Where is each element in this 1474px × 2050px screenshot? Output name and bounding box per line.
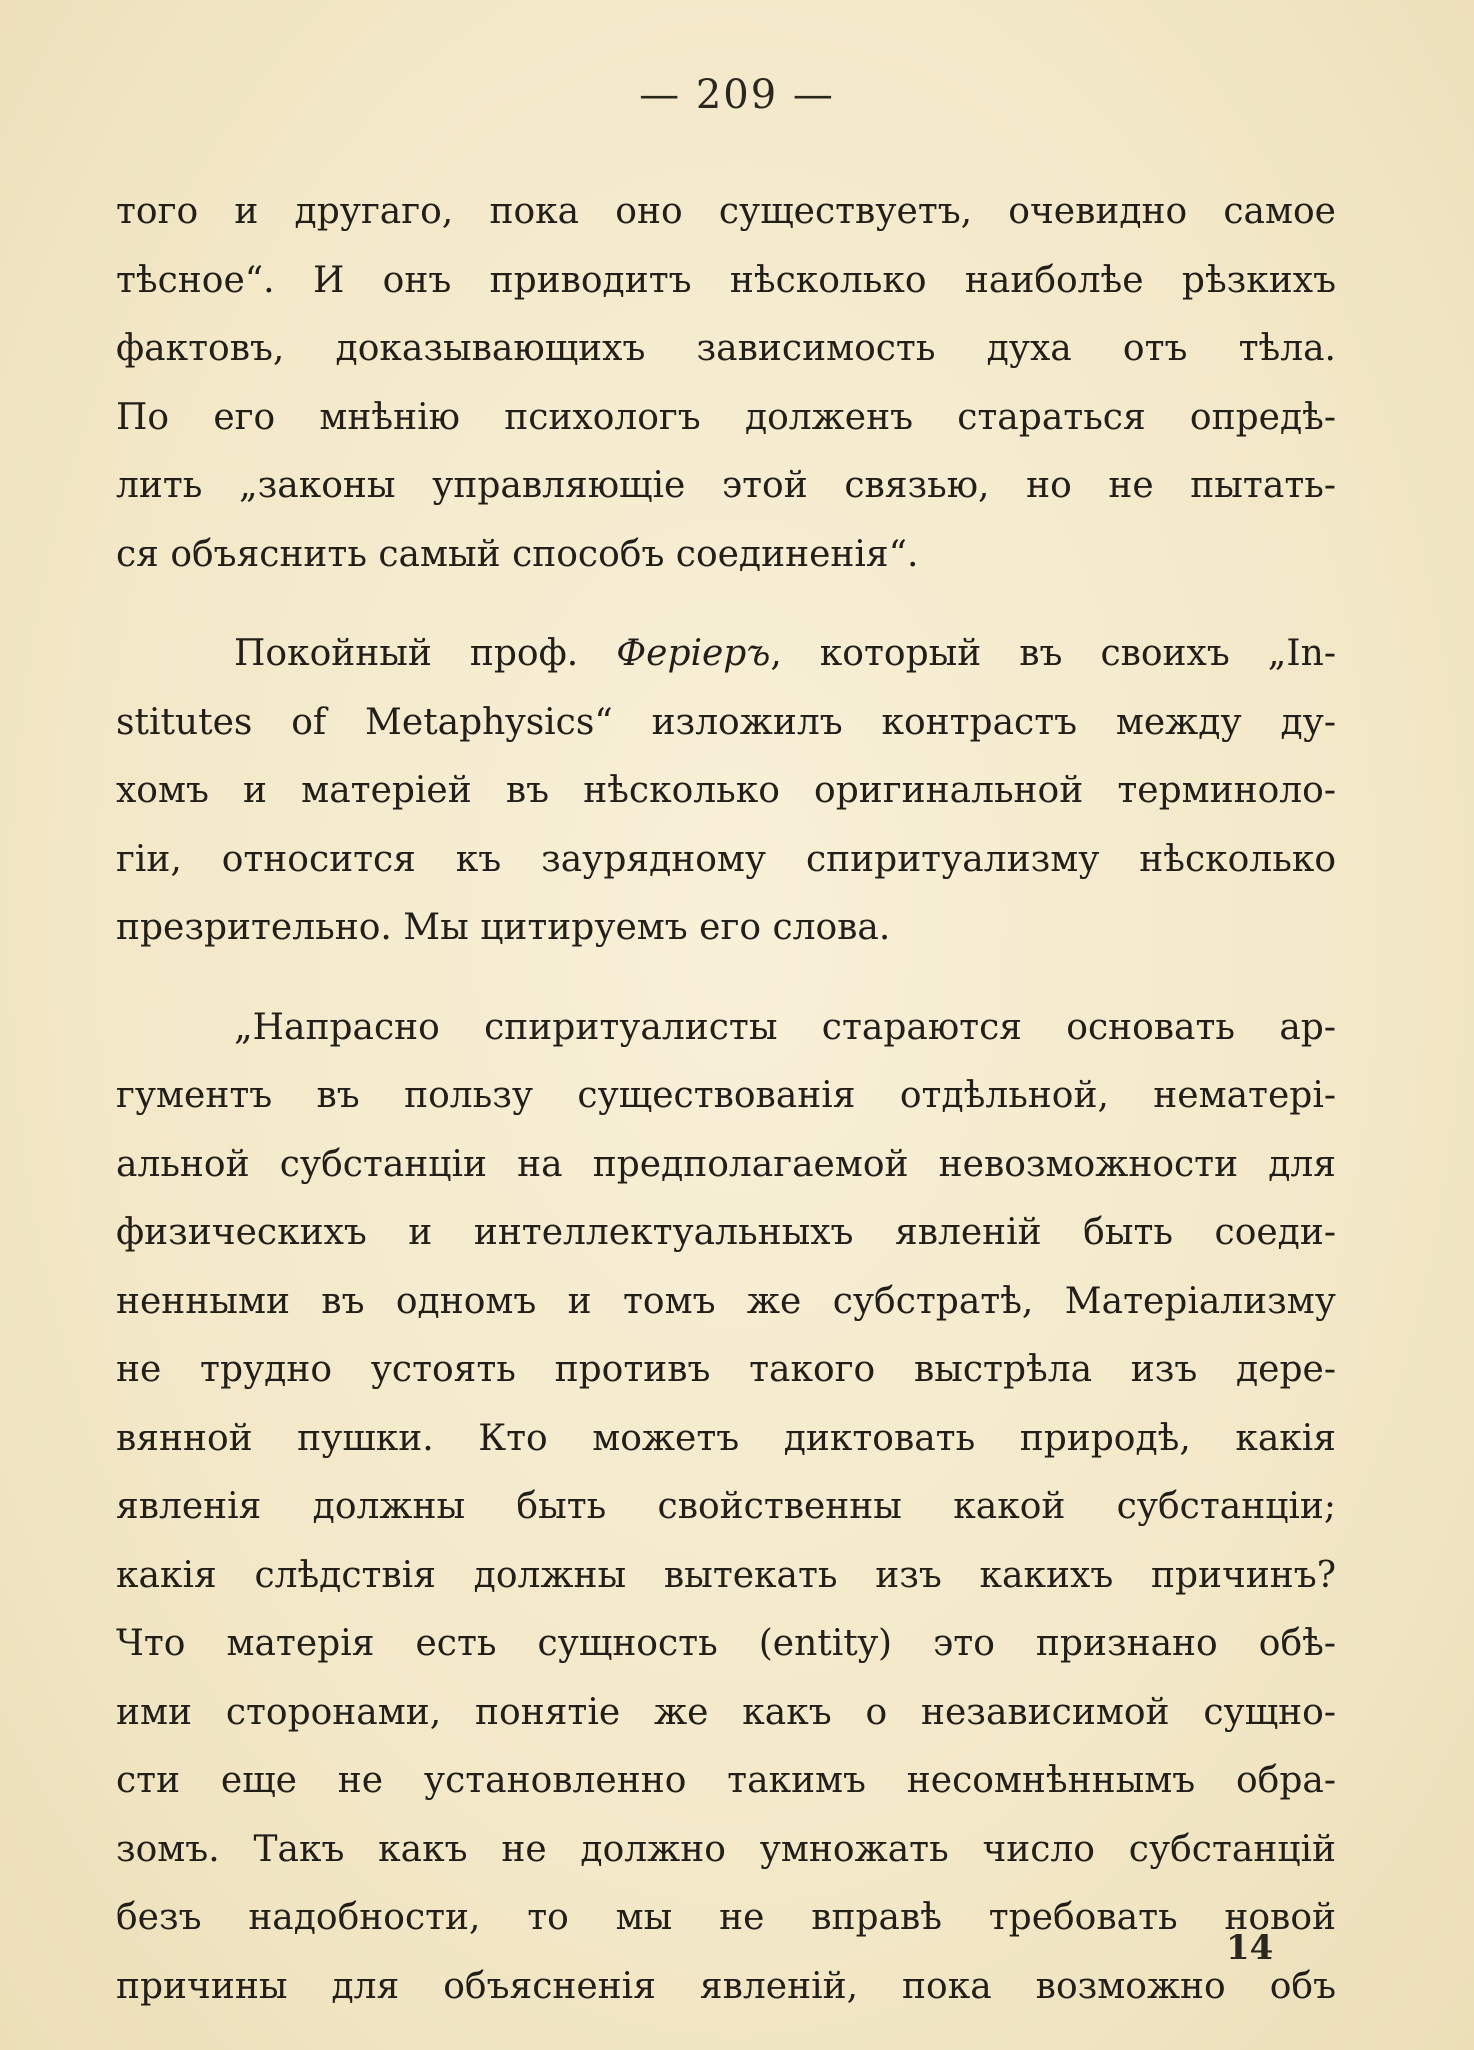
text-line: ненными въ одномъ и томъ же субстратѣ, Матеріализму bbox=[116, 1280, 1336, 1322]
text-segment: Покойный проф. bbox=[234, 633, 617, 674]
page-number: — 209 — bbox=[639, 72, 835, 118]
text-line: какія слѣдствія должны вытекать изъ какихъ причинъ? bbox=[116, 1554, 1336, 1596]
italic-name: Феріеръ bbox=[616, 633, 771, 674]
text-line: физическихъ и интеллектуальныхъ явленій быть соеди- bbox=[116, 1212, 1336, 1253]
text-segment: , который въ своихъ „In- bbox=[770, 633, 1336, 674]
text-line: презрительно. Мы цитируемъ его слова. bbox=[116, 907, 891, 948]
text-line: альной субстанціи на предполагаемой невозможности для bbox=[116, 1143, 1336, 1185]
text-line: хомъ и матеріей въ нѣсколько оригинальной терминоло- bbox=[116, 770, 1336, 811]
text-line: явленія должны быть свойственны какой субстанціи; bbox=[116, 1486, 1336, 1527]
text-line: безъ надобности, то мы не вправѣ требовать новой bbox=[116, 1897, 1336, 1938]
paragraph-3 bbox=[116, 994, 1336, 2022]
text-line: того и другаго, пока оно существуетъ, очевидно самое bbox=[116, 191, 1336, 232]
paragraph-2 bbox=[116, 620, 1336, 963]
signature-mark: 14 bbox=[1226, 1928, 1274, 1968]
text-line: ими сторонами, понятіе же какъ о независимой сущно- bbox=[116, 1691, 1336, 1733]
text-line: Что матерія есть сущность (entity) это признано обѣ- bbox=[116, 1623, 1336, 1664]
text-line: stitutes of Metaphysics“ изложилъ контрастъ между ду- bbox=[116, 701, 1336, 743]
text-line: лить „законы управляющіе этой связью, но не пытать- bbox=[116, 465, 1336, 506]
text-line: „Напрасно спиритуалисты стараются основать ар- bbox=[234, 1006, 1336, 1048]
text-line: тѣсное“. И онъ приводитъ нѣсколько наиболѣе рѣзкихъ bbox=[116, 259, 1336, 301]
text-line: причины для объясненія явленій, пока возможно объ bbox=[116, 1965, 1336, 2007]
body-text bbox=[116, 178, 1336, 2021]
text-line: сти еще не установленно такимъ несомнѣннымъ обра- bbox=[116, 1760, 1336, 1801]
text-line: зомъ. Такъ какъ не должно умножать число субстанцій bbox=[116, 1828, 1336, 1870]
text-line: По его мнѣнію психологъ долженъ стараться опредѣ- bbox=[116, 396, 1336, 438]
text-line: гументъ въ пользу существованія отдѣльной, нематері- bbox=[116, 1075, 1336, 1116]
text-line: ся объяснить самый способъ соединенія“. bbox=[116, 533, 919, 575]
text-line: фактовъ, доказывающихъ зависимость духа отъ тѣла. bbox=[116, 328, 1336, 369]
text-line bbox=[116, 620, 1336, 689]
text-line: вянной пушки. Кто можетъ диктовать природѣ, какія bbox=[116, 1417, 1336, 1459]
text-line: не трудно устоять противъ такого выстрѣла изъ дере- bbox=[116, 1349, 1336, 1390]
text-line: гіи, относится къ заурядному спиритуализму нѣсколько bbox=[116, 838, 1336, 880]
paragraph-1 bbox=[116, 178, 1336, 589]
